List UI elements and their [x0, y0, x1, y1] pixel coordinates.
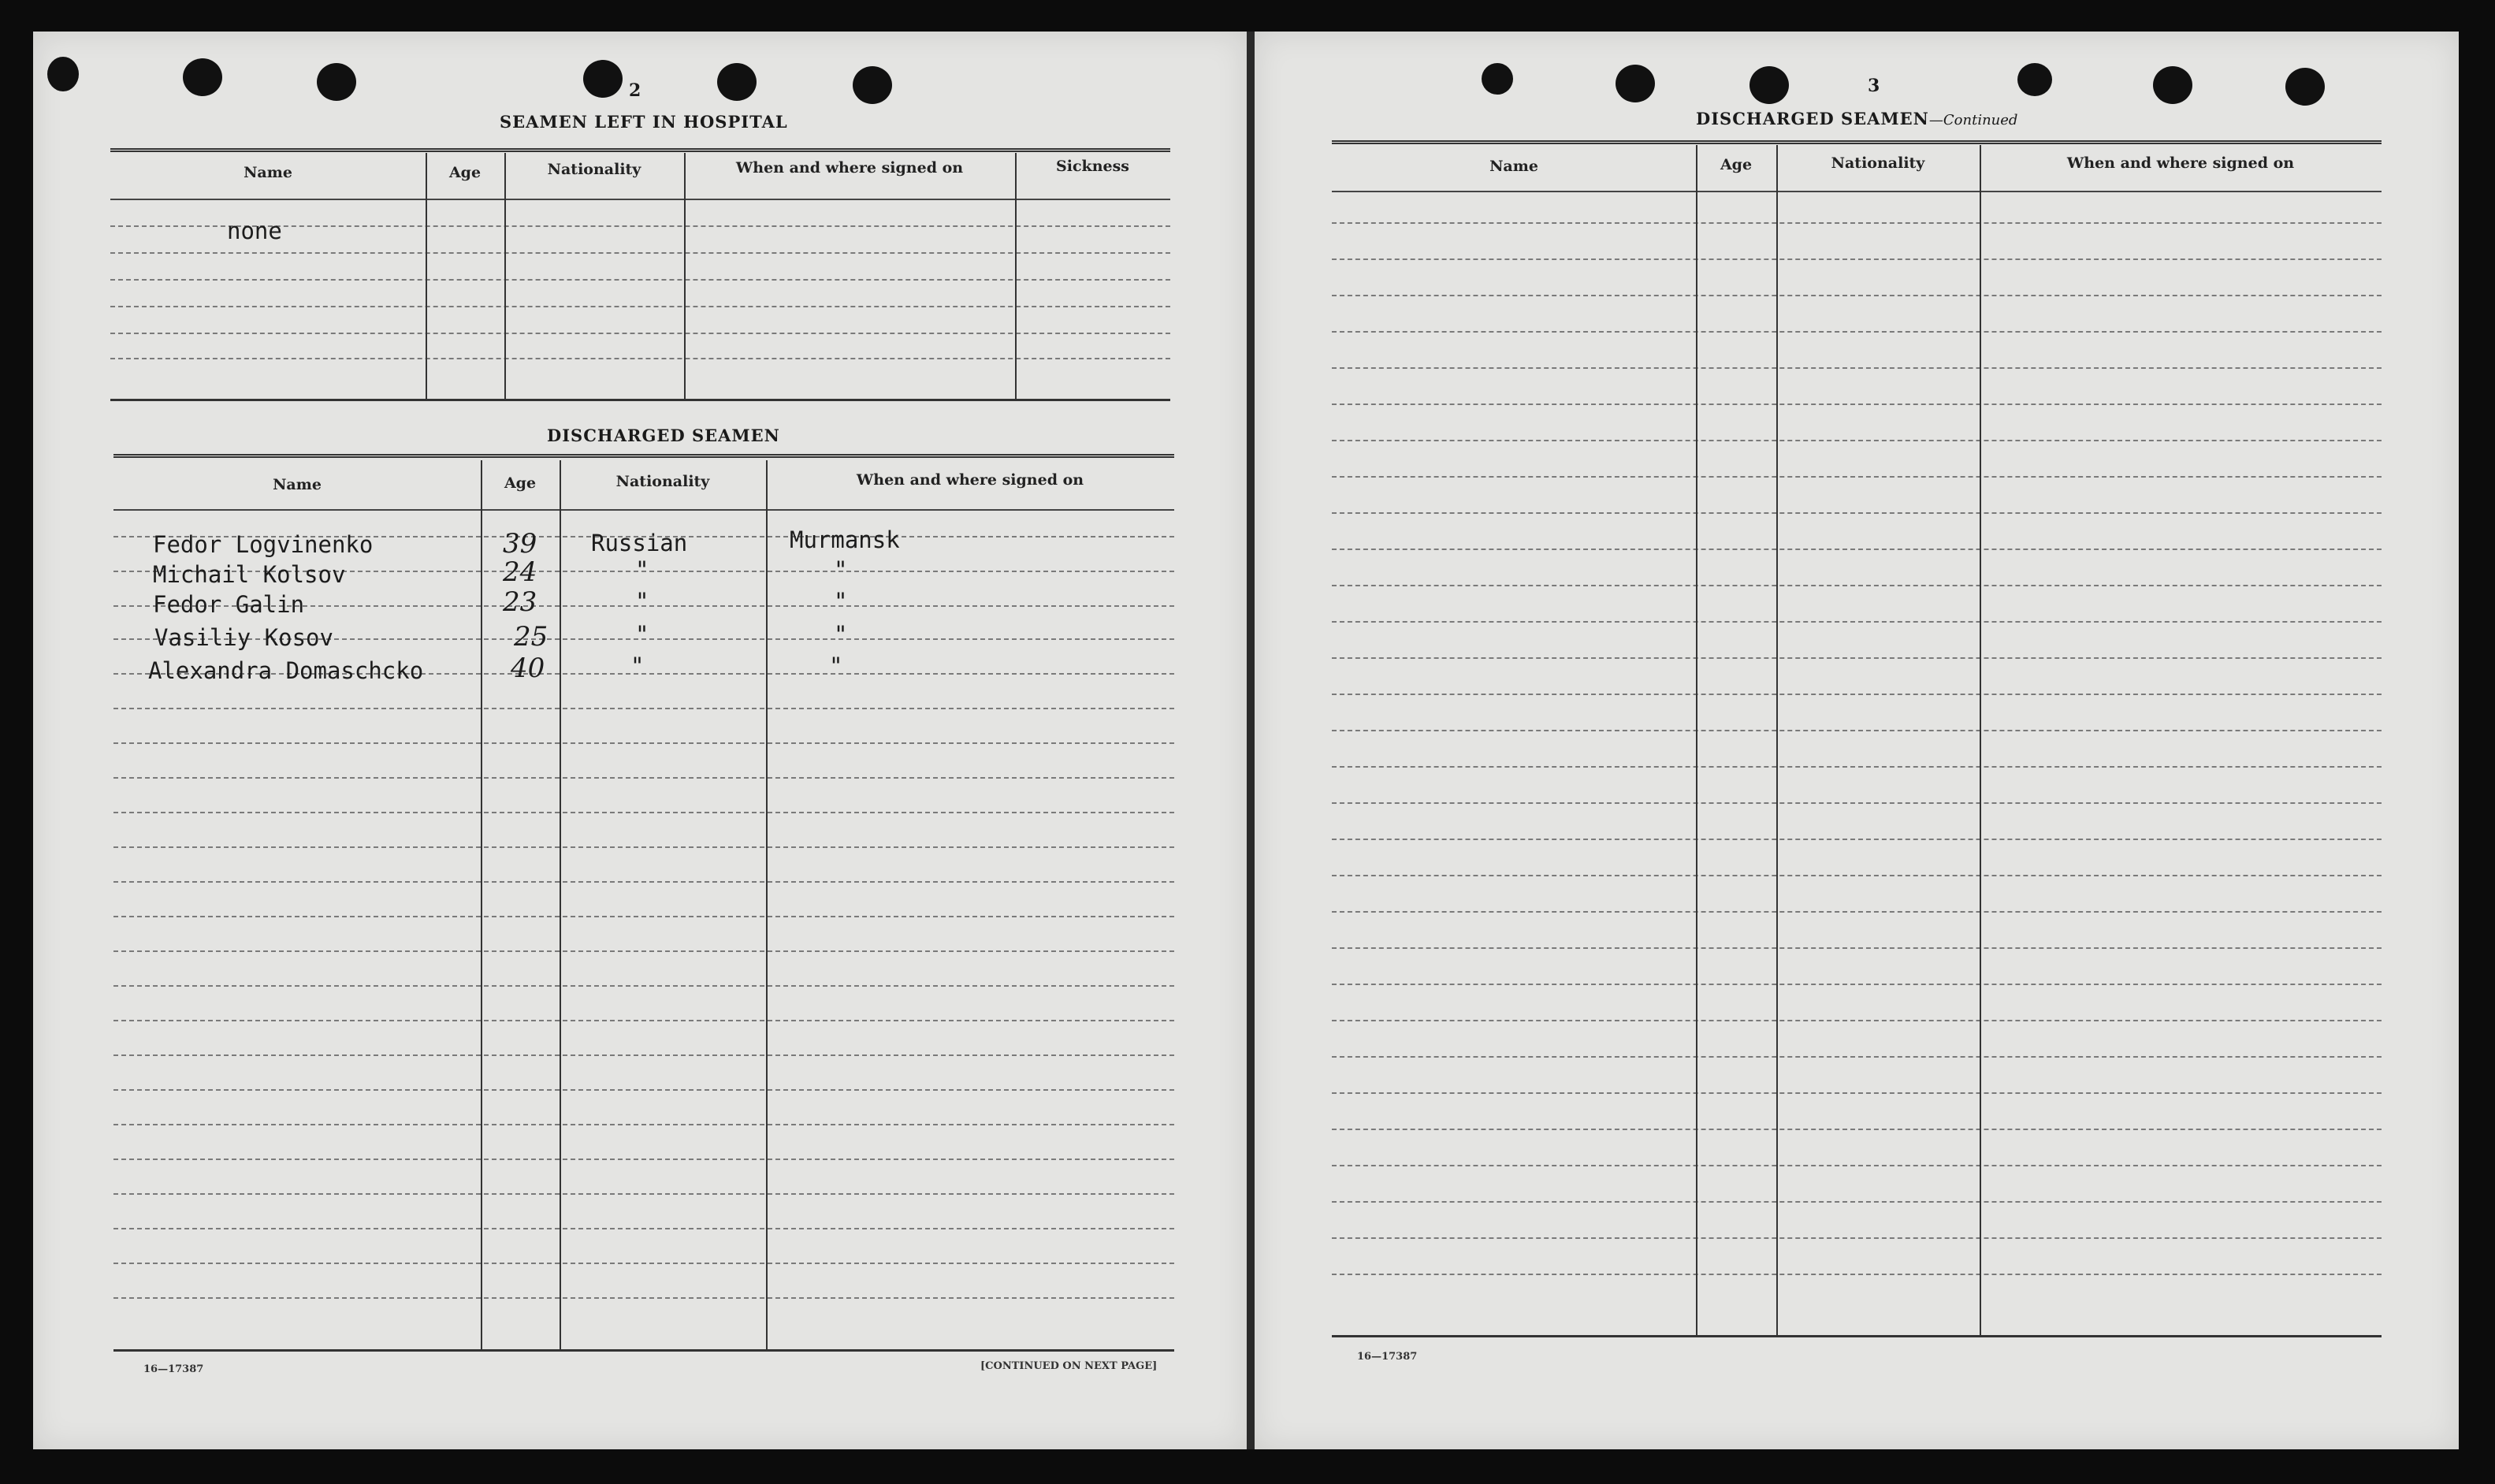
discharged-section-title: DISCHARGED SEAMEN	[547, 426, 780, 445]
punch-hole	[853, 66, 892, 104]
continued-header-age: Age	[1720, 156, 1753, 173]
form-number-left: 16—17387	[143, 1363, 204, 1375]
discharged-header-age: Age	[504, 474, 537, 492]
continued-note: [CONTINUED ON NEXT PAGE]	[980, 1360, 1158, 1372]
hospital-header-nationality: Nationality	[547, 161, 641, 178]
discharged-continued-table	[1332, 140, 2382, 1343]
punch-hole	[317, 63, 356, 101]
discharged-continued-title	[1696, 109, 2017, 128]
seaman-age: 25	[514, 621, 548, 653]
seaman-name: Fedor Galin	[153, 591, 305, 618]
punch-hole	[717, 63, 757, 101]
form-number-right: 16—17387	[1357, 1351, 1418, 1363]
punch-hole	[2153, 66, 2192, 104]
hospital-header-age: Age	[448, 164, 482, 181]
hospital-section-title: SEAMEN LEFT IN HOSPITAL	[500, 112, 788, 132]
punch-hole	[47, 57, 79, 91]
punch-hole	[583, 60, 623, 98]
seaman-nationality: Russian	[591, 530, 688, 556]
seaman-signed-on: Murmansk	[790, 526, 900, 553]
punch-hole	[1482, 63, 1513, 95]
seaman-age: 24	[503, 556, 537, 588]
hospital-header-signed-on: When and where signed on	[735, 159, 964, 177]
discharged-table	[113, 454, 1174, 1352]
seaman-age: 39	[503, 528, 537, 560]
punch-hole	[2285, 68, 2325, 106]
punch-hole	[183, 58, 222, 96]
seaman-signed-on: "	[834, 556, 848, 583]
page-number-right: 3	[1868, 76, 1880, 96]
discharged-continued-title-suffix: —Continued	[1928, 112, 2018, 128]
discharged-header-name: Name	[273, 476, 322, 493]
hospital-header-name: Name	[244, 164, 292, 181]
hospital-table	[110, 148, 1170, 408]
punch-hole	[1749, 66, 1789, 104]
hospital-header-sickness: Sickness	[1056, 158, 1129, 175]
punch-hole	[2017, 63, 2052, 96]
seaman-name: Vasiliy Kosov	[154, 624, 333, 651]
seaman-nationality: "	[635, 621, 649, 648]
discharged-header-signed-on: When and where signed on	[856, 471, 1084, 489]
punch-hole	[1616, 65, 1655, 102]
seaman-nationality: "	[630, 653, 645, 679]
continued-header-nationality: Nationality	[1831, 154, 1925, 172]
seaman-name: Michail Kolsov	[153, 561, 346, 588]
seaman-signed-on: "	[834, 588, 848, 615]
seaman-age: 40	[511, 653, 545, 684]
continued-header-name: Name	[1489, 158, 1538, 175]
seaman-nationality: "	[635, 556, 649, 583]
page-number-left: 2	[629, 80, 641, 101]
discharged-continued-title-main: DISCHARGED SEAMEN	[1696, 109, 1929, 128]
discharged-header-nationality: Nationality	[615, 473, 710, 490]
seaman-signed-on: "	[829, 653, 843, 679]
seaman-nationality: "	[635, 588, 649, 615]
continued-header-signed-on: When and where signed on	[2066, 154, 2295, 172]
page-fold	[1247, 32, 1255, 1449]
seaman-age: 23	[503, 586, 537, 618]
seaman-name: Fedor Logvinenko	[153, 531, 374, 558]
seaman-signed-on: "	[834, 621, 848, 648]
seaman-name: Alexandra Domaschcko	[148, 657, 424, 684]
hospital-entry-none: none	[227, 218, 282, 244]
